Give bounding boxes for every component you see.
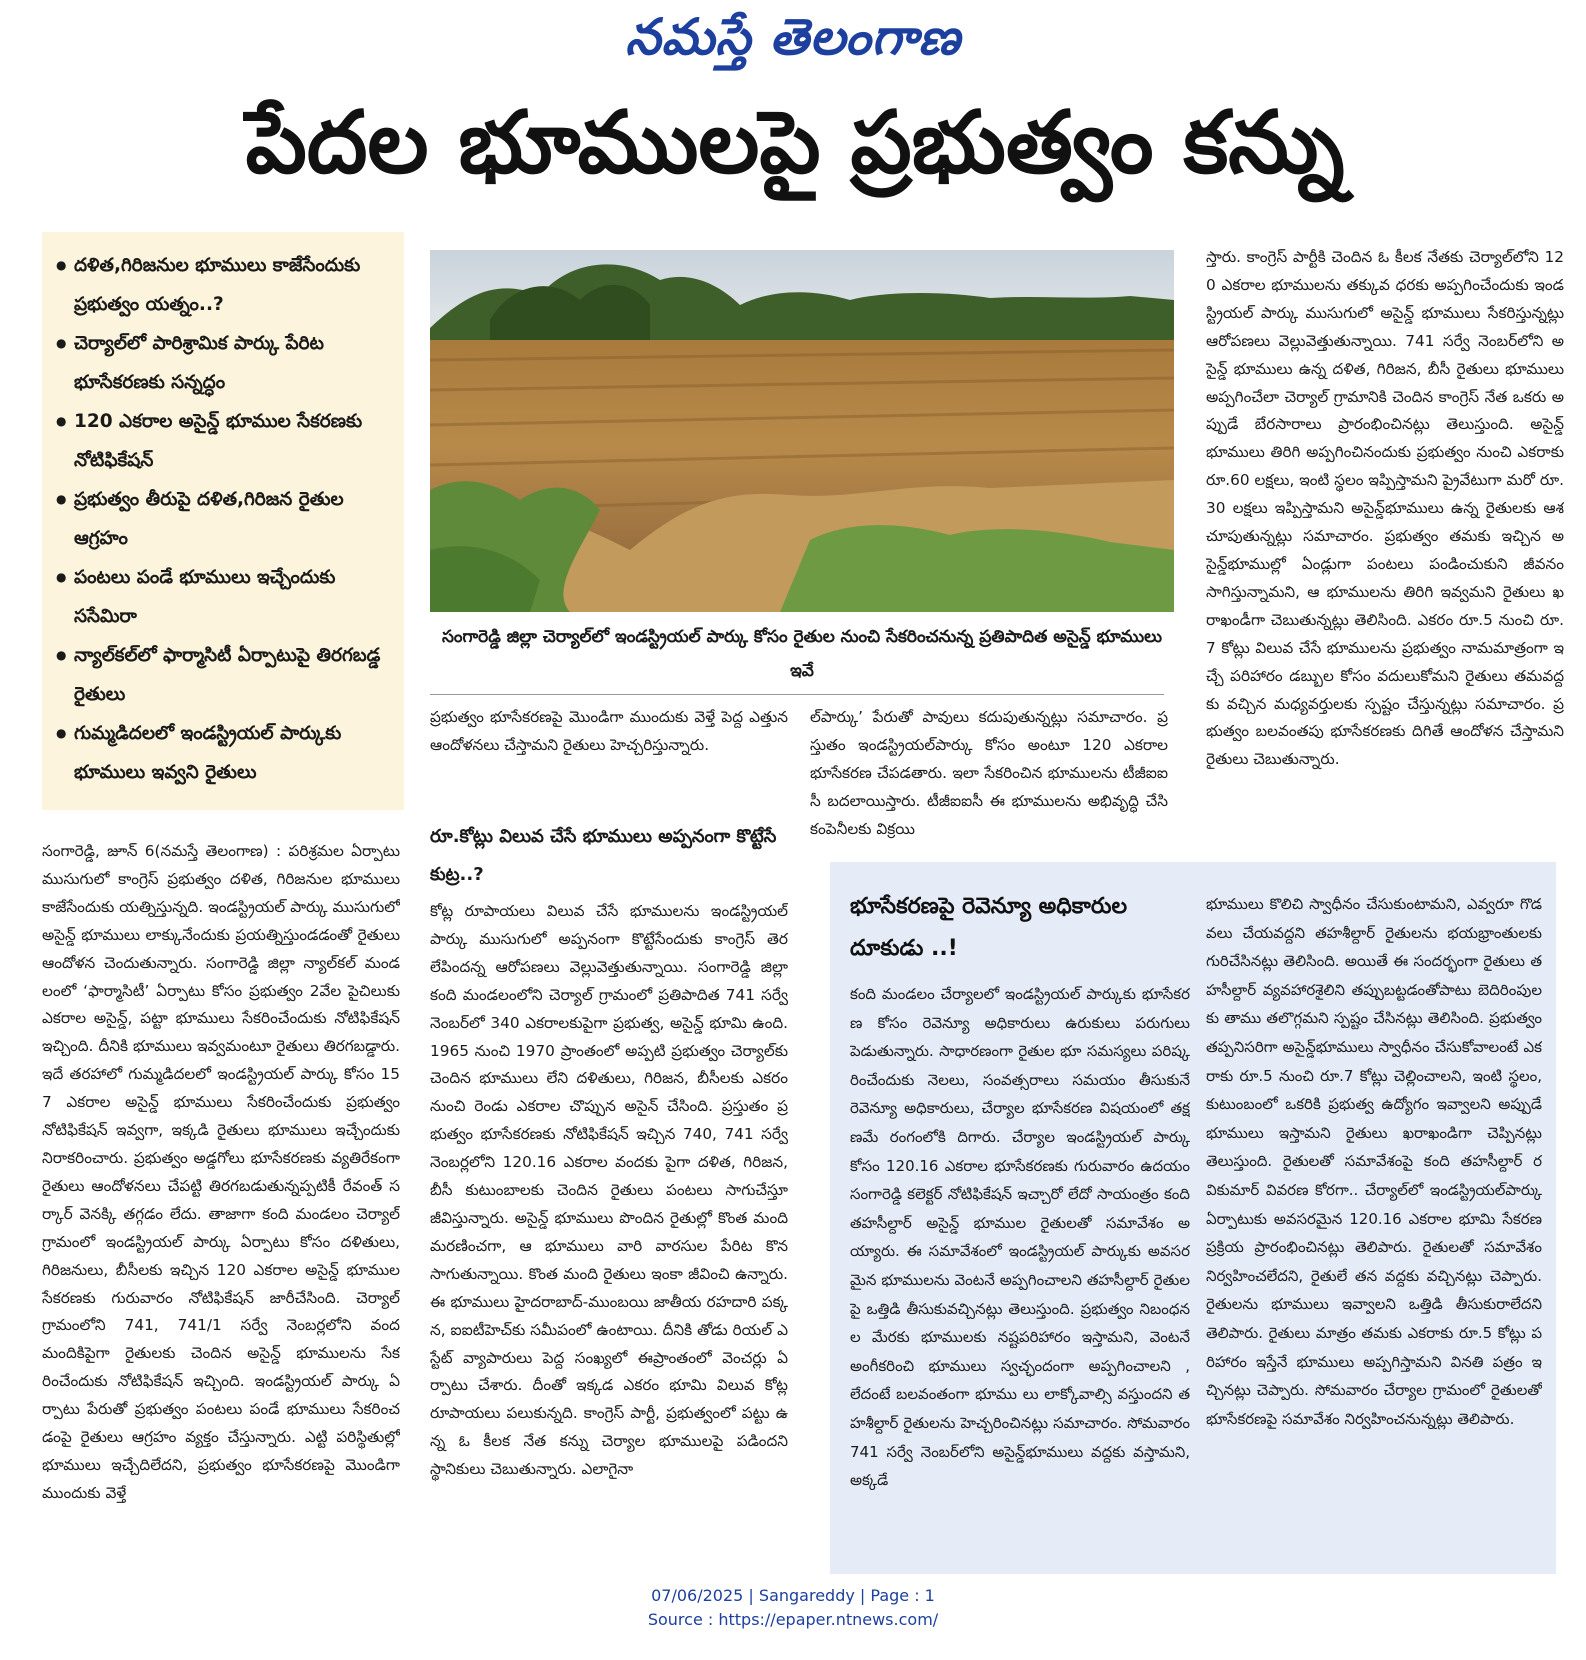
- field-photo-image: [430, 250, 1174, 612]
- photo-caption: సంగారెడ్డి జిల్లా చెర్యాల్‌లో ఇండస్ట్రియల్ పార్కు కోసం రైతుల నుంచి సేకరించనున్న ప్రతిపాదిత అసైన్డ్ భూములు ఇవే: [441, 627, 1163, 681]
- subheading: రూ.కోట్లు విలువ చేసే భూములు అప్పనంగా కొట్టేసే కుట్ర..?: [430, 826, 777, 885]
- article-column-2-top: ప్రభుత్వం భూసేకరణపై మొండిగా ముందుకు వెళ్తే పెద్ద ఎత్తున ఆందోళనలు చేస్తామని రైతులు హెచ్చరిస్తున్నారు.: [430, 708, 788, 754]
- highlight-item: ● చెర్యాల్‌లో పారిశ్రామిక పార్కు పేరిట భూసేకరణకు సన్నద్ధం: [56, 324, 394, 402]
- highlight-item: ● గుమ్మడిదలలో ఇండస్ట్రియల్ పార్కుకు భూములు ఇవ్వని రైతులు: [56, 714, 394, 792]
- divider: [430, 694, 1164, 695]
- headline: పేదల భూములపై ప్రభుత్వం కన్ను: [245, 93, 1345, 193]
- article-column-1: సంగారెడ్డి, జూన్ 6(నమస్తే తెలంగాణ) : పరిశ్రమల ఏర్పాటు ముసుగులో కాంగ్రెస్ ప్రభుత్వం దళిత, గిరిజనుల భూములు కాజేసేందుకు యత్నిస్తున్నది. ఇండస్ట్రియల్ పార్కు ముసుగులో అసైన్డ్ భూములు లాక్కునేందుకు ప్రయత్నిస్తుండడంతో రైతులు ఆందోళన చెందుతున్నారు. సంగారెడ్డి జిల్లా న్యాల్‌కల్ మండలంలో ‘ఫార్మాసిటీ’ ఏర్పాటు కోసం ప్రభుత్వం 2వేల పైచిలుకు ఎకరాల అసైన్డ్, పట్టా భూములు సేకరించేందుకు నోటిఫికేషన్ ఇచ్చింది. దీనికి భూములు ఇవ్వమంటూ రైతులు తిరగబడ్డారు. ఇదే తరహాలో గుమ్మడిదలలో ఇండస్ట్రియల్ పార్కు కోసం 157 ఎకరాల అసైన్డ్ భూములు సేకరించేందుకు ప్రభుత్వం నోటిఫికేషన్ ఇవ్వగా, ఇక్కడి రైతులు భూములు ఇచ్చేందుకు నిరాకరించారు. ప్రభుత్వం అడ్డగోలు భూసేకరణకు వ్యతిరేకంగా రైతులు ఆందోళనలు చేపట్టి తిరగబడుతున్నప్పటికీ రేవంత్ సర్కార్ వెనక్కి తగ్గడం లేదు. తాజాగా కంది మండలం చెర్యాల్ గ్రామంలో ఇండస్ట్రియల్ పార్కు ఏర్పాటు కోసం దళితులు, గిరిజనులు, బీసీలకు ఇచ్చిన 120 ఎకరాల అసైన్డ్ భూముల సేకరణకు గురువారం నోటిఫికేషన్ జారీచేసింది. చెర్యాల్ గ్రామంలోని 741, 741/1 సర్వే నెంబర్లలోని వంద మందికిపైగా రైతులకు చెందిన అసైన్డ్ భూములను సేకరించేందుకు నోటిఫికేషన్ ఇచ్చింది. ఇండస్ట్రియల్ పార్కు ఏర్పాటు పేరుతో ప్రభుత్వం పంటలు పండే భూములు సేకరించడంపై రైతులు ఆగ్రహం వ్యక్తం చేస్తున్నారు. ఎట్టి పరిస్థితుల్లో భూములు ఇచ్చేదిలేదని, ప్రభుత్వం భూసేకరణపై మొండిగా ముందుకు వెళ్తే: [42, 842, 400, 1502]
- footer-date-page: 07/06/2025 | Sangareddy | Page : 1: [651, 1586, 935, 1605]
- article-column-2-bottom: కోట్ల రూపాయలు విలువ చేసే భూములను ఇండస్ట్రియల్ పార్కు ముసుగులో అప్పనంగా కొట్టేసేందుకు కాంగ్రెస్ తెరలేపిందన్న ఆరోపణలు వెల్లువెత్తుతున్నాయి. సంగారెడ్డి జిల్లా కంది మండలంలోని చెర్యాల్ గ్రామంలో ప్రతిపాదిత 741 సర్వే నెంబర్‌లో 340 ఎకరాలకుపైగా ప్రభుత్వ, అసైన్డ్ భూమి ఉంది. 1965 నుంచి 1970 ప్రాంతంలో అప్పటి ప్రభుత్వం చెర్యాల్‌కు చెందిన భూములు లేని దళితులు, గిరిజన, బీసీలకు ఎకరం నుంచి రెండు ఎకరాల చొప్పున అసైన్ చేసింది. ప్రస్తుతం ప్రభుత్వం భూసేకరణకు నోటిఫికేషన్ ఇచ్చిన 740, 741 సర్వే నెంబర్లలోని 120.16 ఎకరాల వందకు పైగా దళిత, గిరిజన, బీసీ కుటుంబాలకు చెందిన రైతులు పంటలు సాగుచేస్తూ జీవిస్తున్నారు. అసైన్డ్ భూములు పొందిన రైతుల్లో కొంత మంది మరణించగా, ఆ భూములు వారి వారసుల పేరిట కొనసాగుతున్నాయి. కొంత మంది రైతులు ఇంకా జీవించి ఉన్నారు. ఈ భూములు హైదరాబాద్-ముంబయి జాతీయ రహదారి పక్కన, ఐఐటీహెచ్‌కు సమీపంలో ఉంటాయి. దీనికి తోడు రియల్ ఎస్టేట్ వ్యాపారులు పెద్ద సంఖ్యలో ఈప్రాంతంలో వెంచర్లు ఏర్పాటు చేశారు. దీంతో ఇక్కడ ఎకరం భూమి విలువ కోట్ల రూపాయలు పలుకున్నది. కాంగ్రెస్ పార్టీ, ప్రభుత్వంలో పట్టు ఉన్న ఓ కీలక నేత కన్ను చెర్యాల భూములపై పడిందని స్థానికులు చెబుతున్నారు. ఎలాగైనా: [430, 902, 788, 1479]
- highlight-item: ● న్యాల్‌కల్‌లో ఫార్మాసిటీ ఏర్పాటుపై తిరగబడ్డ రైతులు: [56, 636, 394, 714]
- highlight-item: ● పంటలు పండే భూములు ఇచ్చేందుకు ససేమిరా: [56, 558, 394, 636]
- footer: [0, 1584, 1586, 1632]
- highlight-item: ● దళిత,గిరిజనుల భూములు కాజేసేందుకు ప్రభుత్వం యత్నం..?: [56, 246, 394, 324]
- footer-source: Source : https://epaper.ntnews.com/: [647, 1610, 939, 1629]
- masthead-logo: నమస్తే తెలంగాణ: [625, 8, 961, 66]
- highlights-box: [42, 232, 404, 810]
- sidebar-box-heading: భూసేకరణపై రెవెన్యూ అధికారుల దూకుడు ..!: [850, 894, 1128, 961]
- highlights-list: [56, 246, 394, 792]
- field-photo: [430, 250, 1174, 612]
- article-column-3-top: ల్‌పార్కు’ పేరుతో పావులు కదుపుతున్నట్లు సమాచారం. ప్రస్తుతం ఇండస్ట్రియల్‌పార్కు కోసం అంటూ 120 ఎకరాల భూసేకరణ చేపడతారు. ఇలా సేకరించిన భూములను టీజీఐఐసీ బదలాయిస్తారు. టీజీఐఐసీ ఈ భూములను అభివృద్ధి చేసి కంపెనీలకు విక్రయి: [810, 708, 1168, 838]
- sidebar-box-column-2: భూములు కొలిచి స్వాధీనం చేసుకుంటామని, ఎవ్వరూ గొడవలు చేయవద్దని తహశీల్దార్ రైతులను భయభ్రాంతులకు గురిచేసినట్లు తెలిసింది. అయితే ఈ సందర్భంగా రైతులు తహసీల్దార్ వ్యవహారశైలిని తప్పుబట్టడంతోపాటు బెదిరింపులకు తాము తలొగ్గమని స్పష్టం చేసినట్లు తెలిసింది. ప్రభుత్వం తప్పనిసరిగా అసైన్డ్‌భూములు స్వాధీనం చేసుకోవాలంటే ఎకరాకు రూ.5 నుంచి రూ.7 కోట్లు చెల్లించాలని, ఇంటి స్థలం, కుటుంబంలో ఒకరికి ప్రభుత్వ ఉద్యోగం ఇవ్వాలని అప్పుడే భూములు ఇస్తామని రైతులు ఖరాఖండిగా చెప్పినట్లు తెలుస్తుంది. రైతులతో సమావేశంపై కంది తహసీల్దార్ రవికుమార్ వివరణ కోరగా.. చేర్యాల్‌లో ఇండస్ట్రియల్‌పార్కు ఏర్పాటుకు అవసరమైన 120.16 ఎకరాల భూమి సేకరణ ప్రక్రియ ప్రారంభించినట్లు తెలిపారు. రైతులతో సమావేశం నిర్వహించలేదని, రైతులే తన వద్దకు వచ్చినట్లు చెప్పారు. రైతులను భూములు ఇవ్వాలని ఒత్తిడి తీసుకురాలేదని తెలిపారు. రైతులు మాత్రం తమకు ఎకరాకు రూ.5 కోట్లు పరిహారం ఇస్తేనే భూములు అప్పగిస్తామని వినతి పత్రం ఇచ్చినట్లు చెప్పారు. సోమవారం చేర్యాల గ్రామంలో రైతులతో భూసేకరణపై సమావేశం నిర్వహించనున్నట్లు తెలిపారు.: [1206, 895, 1542, 1428]
- highlight-item: ● ప్రభుత్వం తీరుపై దళిత,గిరిజన రైతుల ఆగ్రహం: [56, 480, 394, 558]
- article-column-4-top: స్తారు. కాంగ్రెస్ పార్టీకి చెందిన ఓ కీలక నేతకు చెర్యాల్‌లోని 120 ఎకరాల భూములను తక్కువ ధరకు అప్పగించేందుకు ఇండస్ట్రియల్ పార్కు ముసుగులో అసైన్డ్ భూములు సేకరిస్తున్నట్లు ఆరోపణలు వెల్లువెత్తుతున్నాయి. 741 సర్వే నెంబర్‌లోని అసైన్డ్ భూములు ఉన్న దళిత, గిరిజన, బీసీ రైతులు భూములు అప్పగించేలా చెర్యాల్ గ్రామానికి చెందిన కాంగ్రెస్ నేత ఒకరు అప్పుడే బేరసారాలు ప్రారంభించినట్లు తెలుస్తుంది. అసైన్డ్ భూములు తిరిగి అప్పగించినందుకు ప్రభుత్వం నుంచి ఎకరాకు రూ.60 లక్షలు, ఇంటి స్థలం ఇప్పిస్తామని ప్రైవేటుగా మరో రూ.30 లక్షలు ఇప్పిస్తామని అసైన్డ్‌భూములు ఉన్న రైతులకు ఆశచూపుతున్నట్లు సమాచారం. ప్రభుత్వం తమకు ఇచ్చిన అసైన్డ్‌భూముల్లో ఏండ్లుగా పంటలు పండించుకుని జీవనం సాగిస్తున్నామని, ఆ భూములను తిరిగి ఇవ్వమని రైతులు ఖరాఖండీగా చెబుతున్నట్లు తెలిసింది. ఎకరం రూ.5 నుంచి రూ.7 కోట్లు విలువ చేసే భూములను ప్రభుత్వం నామమాత్రంగా ఇచ్చే పరిహారం డబ్బుల కోసం వదులుకోమని రైతులు తమవద్దకు వచ్చిన మధ్యవర్తులకు స్పష్టం చేస్తున్నట్లు సమాచారం. ప్రభుత్వం బలవంతపు భూసేకరణకు దిగితే ఆందోళన చేస్తామని రైతులు చెబుతున్నారు.: [1206, 248, 1564, 769]
- sidebar-box-column-1: కంది మండలం చేర్యాలలో ఇండస్ట్రియల్ పార్కుకు భూసేకరణ కోసం రెవెన్యూ అధికారులు ఉరుకులు పరుగులు పెడుతున్నారు. సాధారణంగా రైతుల భూ సమస్యలు పరిష్కరించేందుకు నెలలు, సంవత్సరాలు సమయం తీసుకునే రెవెన్యూ అధికారులు, చేర్యాల భూసేకరణ విషయంలో తక్షణమే రంగంలోకి దిగారు. చేర్యాల ఇండస్ట్రియల్ పార్కు కోసం 120.16 ఎకరాల భూసేకరణకు గురువారం ఉదయం సంగారెడ్డి కలెక్టర్ నోటిఫికేషన్ ఇచ్చారో లేదో సాయంత్రం కంది తహసీల్దార్ అసైన్డ్ భూముల రైతులతో సమావేశం అయ్యారు. ఈ సమావేశంలో ఇండస్ట్రియల్ పార్కుకు అవసరమైన భూములను వెంటనే అప్పగించాలని తహసీల్దార్ రైతులపై ఒత్తిడి తీసుకువచ్చినట్లు తెలుస్తుంది. ప్రభుత్వం నిబంధనల మేరకు భూములకు నష్టపరిహారం ఇస్తామని, వెంటనే అంగీకరించి భూములు స్వచ్ఛందంగా అప్పగించాలని , లేదంటే బలవంతంగా భూము లు లాక్కోవాల్సి వస్తుందని తహశీల్దార్ రైతులను హెచ్చరించినట్లు సమాచారం. సోమవారం 741 సర్వే నెంబర్‌లోని అసైన్డ్‌భూములు వద్దకు వస్తామని, అక్కడే: [850, 985, 1190, 1490]
- highlight-item: ● 120 ఎకరాల అసైన్డ్ భూముల సేకరణకు నోటిఫికేషన్: [56, 402, 394, 480]
